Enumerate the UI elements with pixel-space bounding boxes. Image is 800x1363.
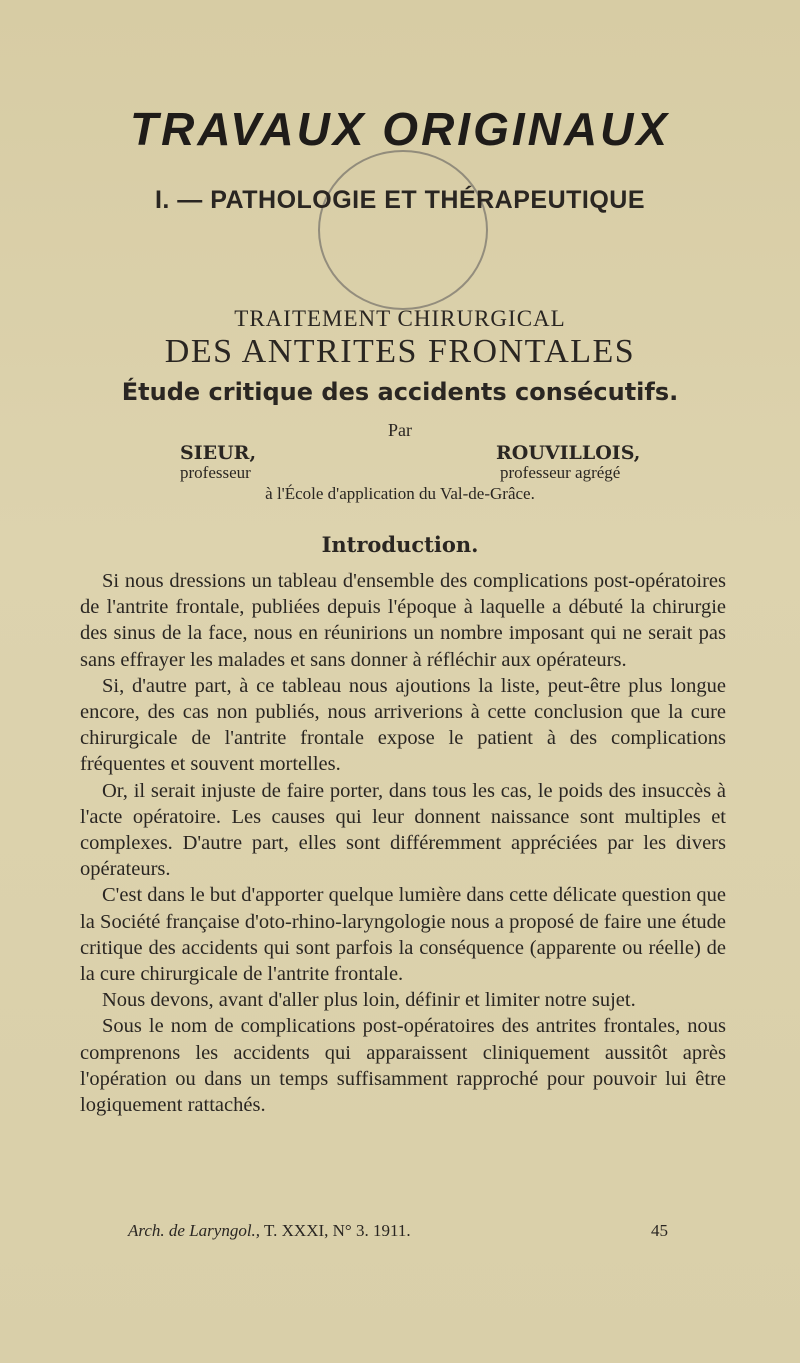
author-role: professeur [180, 463, 251, 482]
paragraph: Si nous dressions un tableau d'ensemble des complications post-opératoires de l'antrite frontale, publiées depuis l'époque à laquelle a débuté la chirurgie des sinus de la face, nous en réunirions un nombre imposant qui ne serait pas sans effrayer les malades et sans donner à réfléchir aux opérateurs. [80, 570, 726, 671]
paragraph: Nous devons, avant d'aller plus loin, définir et limiter notre sujet. [102, 989, 636, 1012]
introduction-heading: Introduction. [321, 532, 479, 557]
author-affiliation: à l'École d'application du Val-de-Grâce. [265, 484, 535, 503]
article-subtitle: Étude critique des accidents consécutifs. [121, 378, 679, 406]
article-title: DES ANTRITES FRONTALES [164, 333, 636, 370]
article-kicker: TRAITEMENT CHIRURGICAL [234, 306, 566, 331]
page-number: 45 [651, 1221, 668, 1240]
author-name: ROUVILLOIS, [496, 442, 641, 464]
author-role: professeur agrégé [500, 463, 621, 482]
paragraph: C'est dans le but d'apporter quelque lumière dans cette délicate question que la Société française d'oto-rhino-laryngologie nous a proposé de faire une étude critique des accidents qui sont parfois la conséquence (apparente ou réelle) de la cure chirurgicale de l'antrite frontale. [80, 884, 726, 986]
journal-section-heading: TRAVAUX ORIGINAUX [130, 103, 670, 155]
introduction-body [80, 568, 726, 1118]
footer-volume: T. XXXI, N° 3. 1911. [264, 1221, 411, 1240]
paragraph: Si, d'autre part, à ce tableau nous ajoutions la liste, peut-être plus longue encore, des cas non publiés, nous arriverions à cette conclusion que la cure chirurgicale de l'antrite frontale expose le patient à des complications fréquentes et souvent mortelles. [80, 674, 726, 776]
library-stamp [318, 150, 488, 310]
author-name: SIEUR, [180, 442, 257, 464]
section-title: I. — PATHOLOGIE ET THÉRAPEUTIQUE [154, 186, 646, 214]
paragraph: Or, il serait injuste de faire porter, dans tous les cas, le poids des insuccès à l'acte opératoire. Les causes qui leur donnent naissance sont multiples et complexes. D'autre part, elles sont différemment appréciées par les divers opérateurs. [80, 779, 726, 881]
by-label: Par [388, 420, 412, 440]
footer-journal: Arch. de Laryngol., [128, 1221, 261, 1240]
page-footer [128, 1221, 668, 1241]
paragraph: Sous le nom de complications post-opératoires des antrites frontales, nous comprenons les accidents qui apparaissent cliniquement aussitôt après l'opération ou dans un temps suffisamment rapproché pour pouvoir lui être logiquement rattachés. [80, 1015, 726, 1117]
